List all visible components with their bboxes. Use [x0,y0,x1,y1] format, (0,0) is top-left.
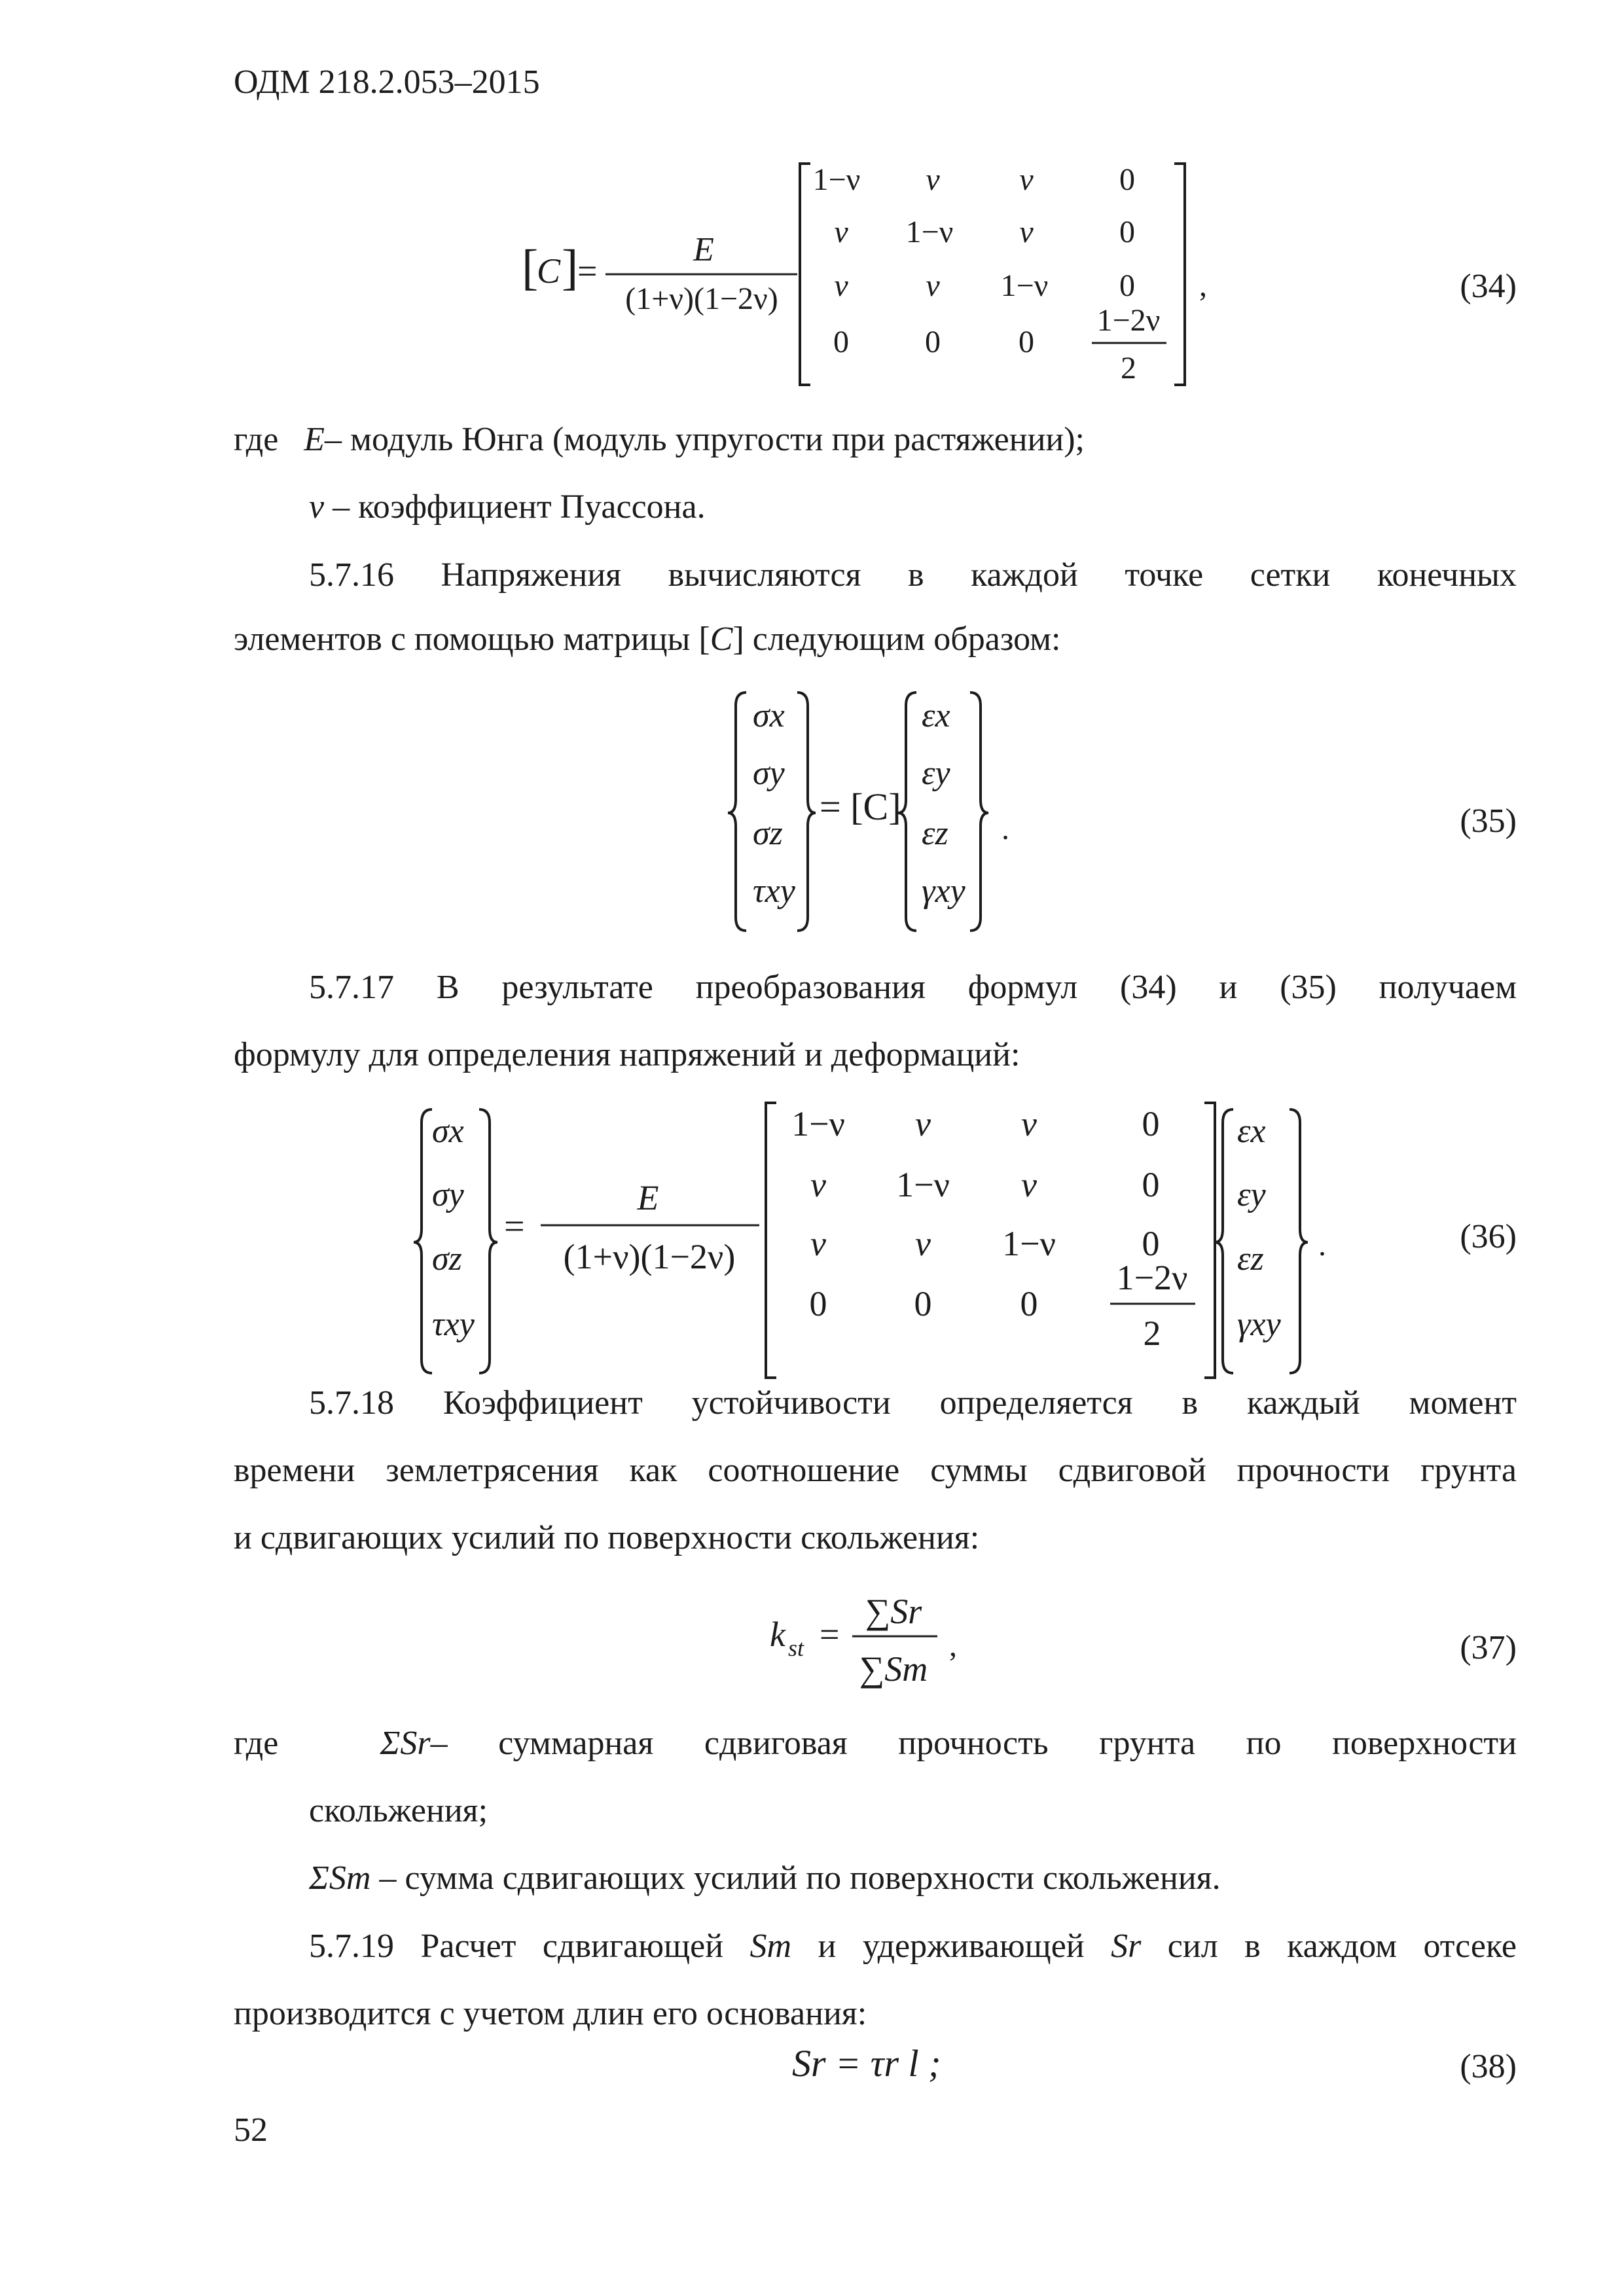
eq36-m42: 0 [914,1284,932,1323]
eq35-right-2: εy [922,755,950,792]
eq36-right-2: εy [1237,1176,1266,1213]
paragraph-5-7-16-line-2: элементов с помощью матрицы [C] следующим образом: [234,620,1061,658]
eq37-lhs-k: k [770,1615,785,1654]
eq34-m21: ν [834,215,848,249]
eq35-right-4: γxy [922,872,965,910]
eq36-m44-denominator: 2 [1143,1314,1161,1353]
eq36-m14: 0 [1142,1104,1160,1143]
equation-number-38: (38) [1460,2048,1517,2085]
eq35-operator: = [C] [820,785,901,828]
eq35-left-2: σy [753,755,785,792]
paragraph-5-7-17-line-1: 5.7.17 В результате преобразования формул (34) и (35) получаем [309,969,1517,1006]
eq37-equals: = [820,1615,840,1654]
eq36-m32: ν [915,1224,931,1263]
eq34-m23: ν [1019,215,1034,249]
eq35-left-1: σx [753,697,785,734]
paragraph-5-7-18-line-1: 5.7.18 Коэффициент устойчивости определяется в каждый момент [309,1384,1517,1422]
eq34-m42: 0 [925,325,941,359]
eq36-m11: 1−ν [791,1104,845,1143]
where-34-line-1: где E– модуль Юнга (модуль упругости при растяжении); [234,421,1085,458]
eq36-left-3: σz [432,1240,462,1278]
eq34-m13: ν [1019,162,1034,197]
eq36-m43: 0 [1020,1284,1038,1323]
eq34-m12: ν [926,162,940,197]
eq36-left-1: σx [432,1113,464,1150]
equation-number-35: (35) [1460,802,1517,840]
eq36-trailing-period: . [1318,1228,1326,1263]
paragraph-5-7-18-line-2: времени землетрясения как соотношение суммы сдвиговой прочности грунта [234,1452,1517,1489]
equation-number-36: (36) [1460,1218,1517,1255]
eq36-right-1: εx [1237,1113,1266,1150]
eq35-left-3: σz [753,815,783,852]
eq36-right-3: εz [1237,1240,1264,1278]
eq37-numerator: ∑Sr [865,1592,922,1631]
eq36-m12: ν [915,1104,931,1143]
paragraph-5-7-19-line-1: 5.7.19 Расчет сдвигающей Sm и удерживающей Sr сил в каждом отсеке [309,1928,1517,1965]
where-37-line-1: где ΣSr– суммарная сдвиговая прочность грунта по поверхности [234,1725,1517,1762]
eq36-right-4: γxy [1237,1306,1281,1343]
eq36-denominator: (1+ν)(1−2ν) [563,1237,736,1276]
where-37-line-3: ΣSm – сумма сдвигающих усилий по поверхности скольжения. [309,1859,1221,1897]
eq34-m44-numerator: 1−2ν [1096,303,1161,338]
paragraph-5-7-18-line-3: и сдвигающих усилий по поверхности скольжения: [234,1519,980,1556]
equation-number-34: (34) [1460,268,1517,305]
eq34-lhs-close-bracket: ] [562,240,579,295]
where-37-line-2: скольжения; [309,1792,488,1829]
document-header: ОДМ 218.2.053–2015 [234,63,540,101]
eq34-m32: ν [926,268,940,303]
paragraph-5-7-19-line-2: производится с учетом длин его основания: [234,1995,867,2032]
eq36-m21: ν [810,1165,826,1204]
eq34-m24: 0 [1119,215,1135,249]
eq36-m33: 1−ν [1002,1224,1056,1263]
eq35-right-3: εz [922,815,948,852]
eq34-m43: 0 [1019,325,1034,359]
eq37-denominator: ∑Sm [859,1649,928,1689]
eq35-left-4: τxy [753,872,795,910]
eq38-formula: Sr = τr l ; [792,2042,941,2085]
paragraph-5-7-16-line-1: 5.7.16 Напряжения вычисляются в каждой точке сетки конечных [309,556,1517,594]
eq36-m23: ν [1021,1165,1037,1204]
eq34-denominator: (1+ν)(1−2ν) [625,281,778,316]
eq34-m22: 1−ν [905,215,954,249]
eq34-m34: 0 [1119,268,1135,303]
eq36-m44-numerator: 1−2ν [1116,1258,1188,1297]
eq36-m31: ν [810,1224,826,1263]
eq34-m41: 0 [833,325,849,359]
eq36-left-2: σy [432,1176,464,1213]
eq37-lhs-sub: st [788,1635,804,1661]
eq35-trailing-period: . [1001,812,1009,846]
eq36-numerator: E [637,1178,659,1217]
eq36-m22: 1−ν [896,1165,950,1204]
eq34-trailing-comma: , [1199,268,1207,303]
eq35-right-1: εx [922,697,950,734]
eq37-trailing-comma: , [949,1628,957,1663]
eq34-m11: 1−ν [812,162,861,197]
eq34-lhs-open-bracket: [ [522,240,539,295]
eq36-m24: 0 [1142,1165,1160,1204]
page-number: 52 [234,2111,268,2149]
eq36-m34: 0 [1142,1224,1160,1263]
eq34-m31: ν [834,268,848,303]
eq34-m14: 0 [1119,162,1135,197]
eq36-m41: 0 [809,1284,827,1323]
eq36-equals: = [504,1206,525,1247]
eq36-left-4: τxy [432,1306,475,1343]
eq34-m33: 1−ν [1000,268,1049,303]
equation-number-37: (37) [1460,1629,1517,1666]
eq34-lhs: C [537,251,561,291]
where-34-line-2: ν – коэффициент Пуассона. [309,488,706,526]
eq34-numerator: E [693,231,714,268]
eq36-m13: ν [1021,1104,1037,1143]
paragraph-5-7-17-line-2: формулу для определения напряжений и деформаций: [234,1036,1020,1073]
eq34-m44-denominator: 2 [1121,351,1136,386]
eq34-equals: = [577,251,598,291]
